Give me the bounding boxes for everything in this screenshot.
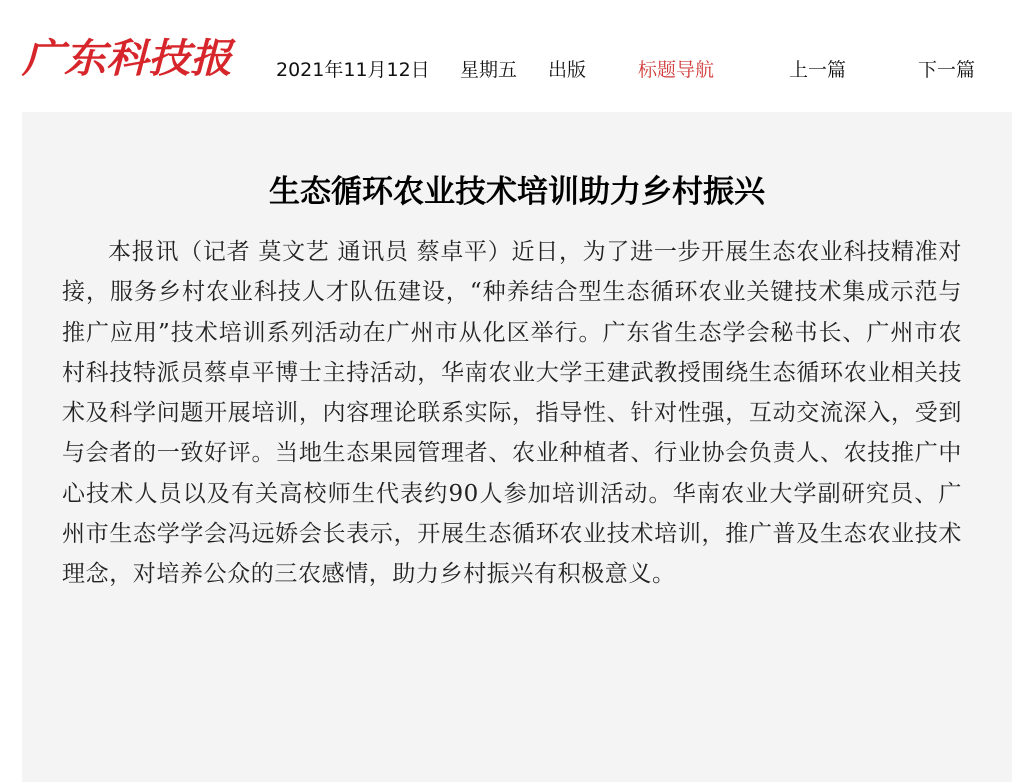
- newspaper-logo-text: 广东科技报: [20, 35, 236, 82]
- previous-article-link[interactable]: 上一篇: [789, 59, 847, 81]
- title-navigation-link[interactable]: 标题导航: [638, 59, 715, 81]
- article-title: 生态循环农业技术培训助力乡村振兴: [269, 174, 765, 210]
- next-article-link[interactable]: 下一篇: [918, 59, 976, 81]
- article-body: 本报讯（记者 莫文艺 通讯员 蔡卓平）近日，为了进一步开展生态农业科技精准对接，服务乡村农业科技人才队伍建设，“种养结合型生态循环农业关键技术集成示范与推广应用”技术培训系列活动在广州市从化区举行。广东省生态学会秘书长、广州市农村科技特派员蔡卓平博士主持活动，华南农业大学王建武教授围绕生态循环农业相关技术及科学问题开展培训，内容理论联系实际，指导性、针对性强，互动交流深入，受到与会者的一致好评。当地生态果园管理者、农业种植者、行业协会负责人、农技推广中心技术人员以及有关高校师生代表约90人参加培训活动。华南农业大学副研究员、广州市生态学学会冯远娇会长表示，开展生态循环农业技术培训，推广普及生态农业技术理念，对培养公众的三农感情，助力乡村振兴有积极意义。: [62, 239, 962, 588]
- publish-date: 2021年11月12日: [276, 59, 430, 81]
- publish-weekday: 星期五: [460, 59, 518, 81]
- publish-label: 出版: [548, 59, 587, 81]
- page-header: [0, 0, 1029, 112]
- article-container: [22, 112, 1012, 782]
- newspaper-logo[interactable]: [20, 28, 236, 84]
- newspaper-logo-mark: [20, 28, 236, 84]
